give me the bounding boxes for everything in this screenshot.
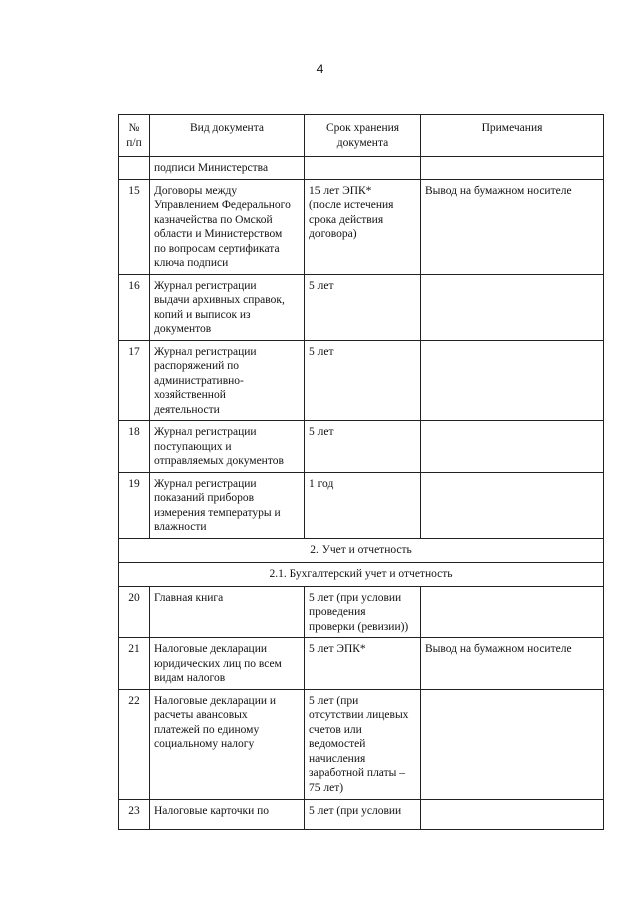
row-notes	[421, 274, 604, 340]
row-notes	[421, 340, 604, 421]
row-document-type: Главная книга	[150, 586, 305, 638]
row-number: 15	[119, 179, 150, 274]
row-number: 20	[119, 586, 150, 638]
records-table	[118, 114, 604, 830]
row-number: 16	[119, 274, 150, 340]
row-document-type: Налоговые декларации юридических лиц по всем видам налогов	[150, 638, 305, 690]
row-document-type: Журнал регистрации показаний приборов измерения температуры и влажности	[150, 472, 305, 538]
row-number	[119, 157, 150, 180]
row-notes	[421, 586, 604, 638]
table-row	[119, 421, 604, 473]
row-retention-period: 5 лет	[305, 421, 421, 473]
page-number: 4	[316, 62, 324, 76]
row-retention-period: 5 лет (при условии проведения проверки (ревизии))	[305, 586, 421, 638]
row-number: 18	[119, 421, 150, 473]
row-number: 22	[119, 689, 150, 799]
row-retention-period: 5 лет ЭПК*	[305, 638, 421, 690]
row-notes	[421, 472, 604, 538]
table-row	[119, 799, 604, 829]
row-retention-period: 5 лет (при отсутствии лицевых счетов или ведомостей начисления заработной платы – 75 лет)	[305, 689, 421, 799]
row-notes	[421, 157, 604, 180]
row-retention-period: 5 лет	[305, 340, 421, 421]
row-retention-period: 1 год	[305, 472, 421, 538]
table-row	[119, 472, 604, 538]
row-retention-period	[305, 157, 421, 180]
table-row	[119, 689, 604, 799]
row-document-type: Налоговые декларации и расчеты авансовых платежей по единому социальному налогу	[150, 689, 305, 799]
table-row	[119, 586, 604, 638]
subsection-heading: 2.1. Бухгалтерский учет и отчетность	[119, 562, 604, 586]
row-number: 23	[119, 799, 150, 829]
row-document-type: Журнал регистрации поступающих и отправляемых документов	[150, 421, 305, 473]
row-retention-period: 15 лет ЭПК* (после истечения срока действия договора)	[305, 179, 421, 274]
table-row	[119, 274, 604, 340]
section-row	[119, 538, 604, 562]
header-number: № п/п	[119, 115, 150, 157]
header-notes: Примечания	[421, 115, 604, 157]
subsection-row	[119, 562, 604, 586]
row-document-type: Журнал регистрации распоряжений по административно- хозяйственной деятельности	[150, 340, 305, 421]
table-row	[119, 638, 604, 690]
row-notes	[421, 689, 604, 799]
row-number: 17	[119, 340, 150, 421]
row-notes	[421, 799, 604, 829]
table-header-row	[119, 115, 604, 157]
table-row	[119, 340, 604, 421]
table-row	[119, 179, 604, 274]
header-retention-period: Срок хранения документа	[305, 115, 421, 157]
table-row	[119, 157, 604, 180]
row-document-type: Журнал регистрации выдачи архивных справок, копий и выписок из документов	[150, 274, 305, 340]
row-document-type: Налоговые карточки по	[150, 799, 305, 829]
row-notes: Вывод на бумажном носителе	[421, 638, 604, 690]
header-document-type: Вид документа	[150, 115, 305, 157]
row-notes: Вывод на бумажном носителе	[421, 179, 604, 274]
row-number: 19	[119, 472, 150, 538]
row-retention-period: 5 лет	[305, 274, 421, 340]
row-document-type: Договоры между Управлением Федерального казначейства по Омской области и Министерством по вопросам сертификата ключа подписи	[150, 179, 305, 274]
row-notes	[421, 421, 604, 473]
row-number: 21	[119, 638, 150, 690]
row-retention-period: 5 лет (при условии	[305, 799, 421, 829]
row-document-type: подписи Министерства	[150, 157, 305, 180]
section-heading: 2. Учет и отчетность	[119, 538, 604, 562]
